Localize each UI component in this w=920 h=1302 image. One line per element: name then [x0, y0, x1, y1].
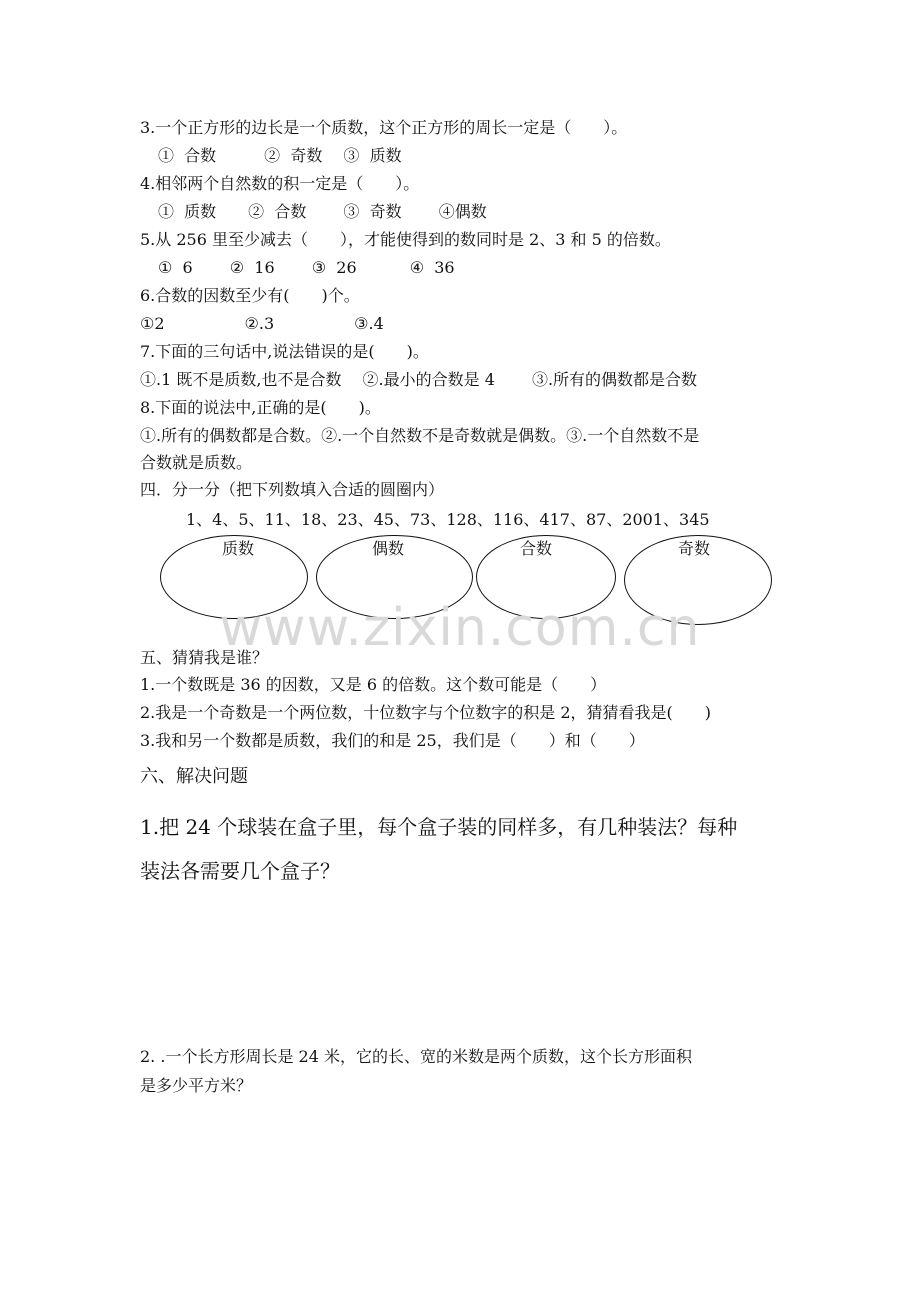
section5-q2: 2.我是一个奇数是一个两位数，十位数字与个位数字的积是 2，猜猜看我是( ) [140, 703, 712, 722]
section6-title: 六、解决问题 [140, 766, 248, 787]
even-circle-label: 偶数 [372, 539, 405, 558]
q8-options-line2: 合数就是质数。 [140, 453, 253, 472]
q5-options: ① 6 ② 16 ③ 26 ④ 36 [158, 258, 455, 277]
problem2-line1: 2. .一个长方形周长是 24 米，它的长、宽的米数是两个质数，这个长方形面积 [140, 1047, 692, 1066]
q5-stem: 5.从 256 里至少减去（ ），才能使得到的数同时是 2、3 和 5 的倍数。 [140, 230, 671, 249]
prime-circle-label: 质数 [222, 539, 255, 558]
q8-options-line1: ①.所有的偶数都是合数。②.一个自然数不是奇数就是偶数。③.一个自然数不是 [140, 426, 700, 445]
q3-options: ① 合数 ② 奇数 ③ 质数 [158, 146, 402, 165]
odd-circle-label: 奇数 [678, 539, 711, 558]
section5-q1: 1.一个数既是 36 的因数，又是 6 的倍数。这个数可能是（ ） [140, 675, 607, 694]
section5-q3: 3.我和另一个数都是质数，我们的和是 25，我们是（ ）和（ ） [140, 731, 645, 750]
problem2-line2: 是多少平方米？ [140, 1076, 253, 1095]
watermark: www.zixin.com.cn [219, 598, 701, 658]
q8-stem: 8.下面的说法中,正确的是( )。 [140, 398, 381, 417]
q7-options: ①.1 既不是质数,也不是合数 ②.最小的合数是 4 ③.所有的偶数都是合数 [140, 370, 698, 389]
section4-title: 四．分一分（把下列数填入合适的圆圈内） [140, 480, 445, 499]
q4-options: ① 质数 ② 合数 ③ 奇数 ④偶数 [158, 202, 487, 221]
number-list: 1、4、5、11、18、23、45、73、128、116、417、87、2001、345 [186, 510, 710, 529]
q6-stem: 6.合数的因数至少有( )个。 [140, 286, 360, 305]
q3-stem: 3.一个正方形的边长是一个质数，这个正方形的周长一定是（ ）。 [140, 118, 628, 137]
q6-options: ①2 ②.3 ③.4 [140, 314, 384, 333]
q7-stem: 7.下面的三句话中,说法错误的是( )。 [140, 342, 429, 361]
q4-stem: 4.相邻两个自然数的积一定是（ ）。 [140, 174, 420, 193]
section5-title: 五、猜猜我是谁？ [140, 648, 269, 667]
composite-circle-label: 合数 [520, 539, 553, 558]
problem1-line1: 1.把 24 个球装在盒子里，每个盒子装的同样多，有几种装法？每种 [140, 815, 738, 839]
problem1-line2: 装法各需要几个盒子？ [140, 859, 340, 883]
